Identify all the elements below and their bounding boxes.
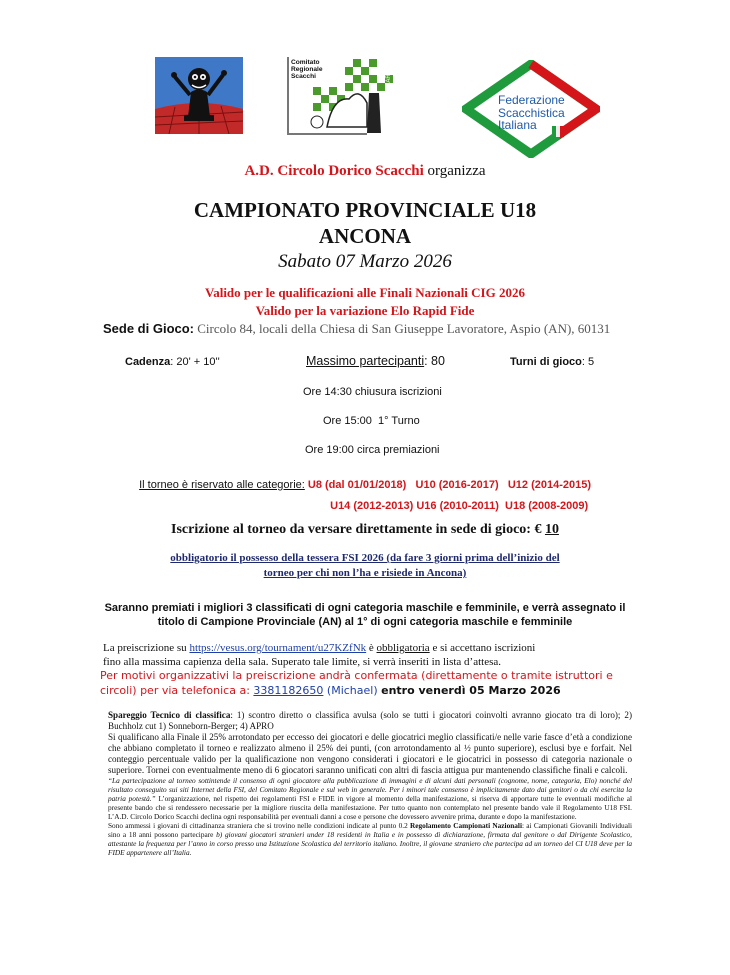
obbligatoria-text: obbligatoria bbox=[376, 642, 430, 654]
prizes-line-2: titolo di Campione Provinciale (AN) al 1° di ogni categoria maschile e femminile bbox=[157, 616, 573, 628]
foreign-regulation: Regolamento Campionati Nazionali bbox=[410, 821, 522, 830]
tiebreak-rules bbox=[108, 710, 632, 732]
confirm-line-2: circoli) per via telefonica a: bbox=[100, 684, 250, 697]
prizes-note bbox=[0, 601, 730, 629]
deadline-text: entro venerdì 05 Marzo 2026 bbox=[381, 684, 561, 697]
preiscrizione-text-3: e si accettano iscrizioni bbox=[432, 642, 536, 654]
cadenza bbox=[125, 356, 220, 368]
max-players bbox=[306, 354, 445, 368]
confirm-line-1: Per motivi organizzativi la preiscrizione andrà confermata (direttamente o tramite istruttori e bbox=[100, 669, 613, 682]
organizer-line bbox=[0, 163, 730, 180]
event-date: Sabato 07 Marzo 2026 bbox=[278, 251, 452, 272]
fee-text: Iscrizione al torneo da versare direttamente in sede di gioco: € bbox=[171, 522, 542, 537]
fsi-text-2: Scacchistica bbox=[498, 105, 565, 120]
contact-name: (Michael) bbox=[326, 684, 378, 697]
comitato-logo bbox=[287, 57, 405, 135]
circolo-logo bbox=[155, 57, 243, 134]
prizes-line-1: Saranno premiati i migliori 3 classificati di ogni categoria maschile e femminile, e verrà assegnato il bbox=[104, 602, 626, 614]
fee-amount: 10 bbox=[544, 522, 559, 537]
venue-label: Sede di Gioco: bbox=[103, 321, 195, 336]
fee-line bbox=[0, 522, 730, 538]
fsi-text-3: Italiana bbox=[498, 118, 537, 132]
club-name: A.D. Circolo Dorico Scacchi bbox=[244, 163, 424, 179]
rounds-value: : 5 bbox=[581, 356, 595, 368]
rounds-label: Turni di gioco bbox=[510, 356, 582, 368]
foreign-text-italic: b) giovani giocatori stranieri under 18 residenti in Italia e in possesso di dichiarazione, firmata dal genitore o dal Dirigente Scolastico, attestante la frequenza per l’anno in corso presso una Istituzione Scolastica del territorio italiano. Inoltre, il giovane straniero che partecipa ad un torneo del CI U18 deve per la FIDE appartenere all’Italia. bbox=[108, 830, 632, 857]
fsi-logo bbox=[462, 60, 600, 158]
phone-link[interactable]: 3381182650 bbox=[253, 684, 324, 697]
schedule-item: Ore 19:00 circa premiazioni bbox=[305, 444, 440, 456]
preiscrizione-text-2: è bbox=[368, 642, 374, 654]
rounds bbox=[510, 356, 594, 368]
categories-list-1: U8 (dal 01/01/2018) U10 (2016-2017) U12 (2014-2015) bbox=[307, 479, 592, 491]
cadenza-value: : 20' + 10'' bbox=[170, 356, 220, 368]
foreign-players-rules bbox=[108, 821, 632, 857]
tiebreak-text: : 1) scontro diretto o classifica avulsa (solo se tutti i giocatori coinvolti avranno giocato tra di loro); 2) Buchholz cut 1) Sonneborn-Berger; 4) APRO bbox=[108, 710, 632, 731]
preiscrizione-block bbox=[103, 641, 535, 669]
valid-cig: Valido per le qualificazioni alle Finali Nazionali CIG 2026 bbox=[205, 285, 525, 300]
event-city: ANCONA bbox=[318, 224, 412, 248]
categories-label: Il torneo è riservato alle categorie: bbox=[139, 479, 305, 491]
venue bbox=[103, 321, 610, 337]
comitato-ribbon: REGIONE MARCHE bbox=[386, 61, 392, 117]
comitato-text-3: Scacchi bbox=[291, 73, 316, 80]
cadenza-label: Cadenza bbox=[125, 356, 171, 368]
tessera-line-1: obbligatorio il possesso della tessera FSI 2026 (da fare 3 giorni prima dell’inizio del bbox=[170, 552, 560, 564]
confirm-block bbox=[100, 668, 640, 698]
max-value: : 80 bbox=[424, 354, 445, 368]
tiebreak-label: Spareggio Tecnico di classifica bbox=[108, 710, 231, 720]
comitato-text-2: Regionale bbox=[291, 66, 323, 73]
venue-address: Circolo 84, locali della Chiesa di San Giuseppe Lavoratore, Aspio (AN), 60131 bbox=[197, 321, 611, 336]
privacy-consent: “La partecipazione al torneo sottintende il consenso di ogni giocatore alla pubblicazione di immagini e di alcuni dati personali (cognome, nome, categoria, Elo) nonché del risultato conseguito sui siti Internet della FSI, del Comitato Regionale e sul web in generale. Per i minori tale consenso è implicitamente dato dai genitori o da chi esercita la patria potestà.” bbox=[108, 776, 632, 803]
rules-block bbox=[108, 710, 632, 857]
tessera-note bbox=[0, 551, 730, 581]
categories-list-2: U14 (2012-2013) U16 (2010-2011) U18 (2008-2009) bbox=[330, 500, 589, 512]
comitato-text-1: Comitato bbox=[291, 59, 320, 66]
tessera-line-2: torneo per chi non l’ha e risiede in Ancona) bbox=[263, 567, 467, 579]
privacy-organization: L’organizzazione, nel rispetto dei regolamenti FSI e FIDE in vigore al momento della manifestazione, si riserva di apportare tutte le eventuali modifiche al presente bando che si rendessero necessarie per la migliore riuscita della manifestazione. Per tutto quanto non contemplato nel presente bando vale il Regolamento U18 FSI. L’A.D. Circolo Dorico Scacchi declina ogni responsabilità per eventuali danni a cose e persone che dovessero avvenire prima, durante e dopo la manifestazione. bbox=[108, 794, 633, 821]
schedule-item: Ore 14:30 chiusura iscrizioni bbox=[303, 386, 442, 398]
waiting-list-note: fino alla massima capienza della sala. Superato tale limite, si verrà inseriti in lista d’attesa. bbox=[103, 656, 501, 668]
schedule-item: Ore 15:00 1° Turno bbox=[323, 415, 420, 427]
valid-elo: Valido per la variazione Elo Rapid Fide bbox=[255, 303, 475, 318]
organizza-text: organizza bbox=[427, 163, 486, 179]
preiscrizione-text-1: La preiscrizione su bbox=[103, 642, 187, 654]
foreign-text-a: Sono ammessi i giovani di cittadinanza straniera che si trovino nelle condizioni indicate al punto 0.2 bbox=[108, 821, 408, 830]
foreign-text-b: : ai Campionati Giovanili Individuali sino a 18 anni possono partecipare bbox=[108, 821, 632, 839]
fsi-text-1: Federazione bbox=[498, 93, 565, 107]
privacy-rules bbox=[108, 776, 632, 821]
categories-line-2 bbox=[324, 488, 588, 512]
vesus-link[interactable]: https://vesus.org/tournament/u27KZfNk bbox=[189, 642, 367, 654]
qualification-rules: Si qualificano alla Finale il 25% arrotondato per eccesso dei giocatori e delle giocatrici meglio classificati/e nelle varie fasce d’età a condizione che abbiano completato il torneo e realizzato almeno il 25% dei punti, (con arrotondamento al ½ punto superiore), esclusi bye e forfait. Nel conteggio percentuale valido per la qualificazione non vengono considerati i giocatori e le giocatrici in possesso di categoria nazionale o superiore. Tornei con eventualmente meno di 6 giocatori saranno unificati con altri di fascia attigua pur mantenendo classifiche finali e calcoli. bbox=[108, 732, 632, 775]
event-title: CAMPIONATO PROVINCIALE U18 bbox=[193, 198, 537, 222]
max-label: Massimo partecipanti bbox=[306, 354, 425, 368]
